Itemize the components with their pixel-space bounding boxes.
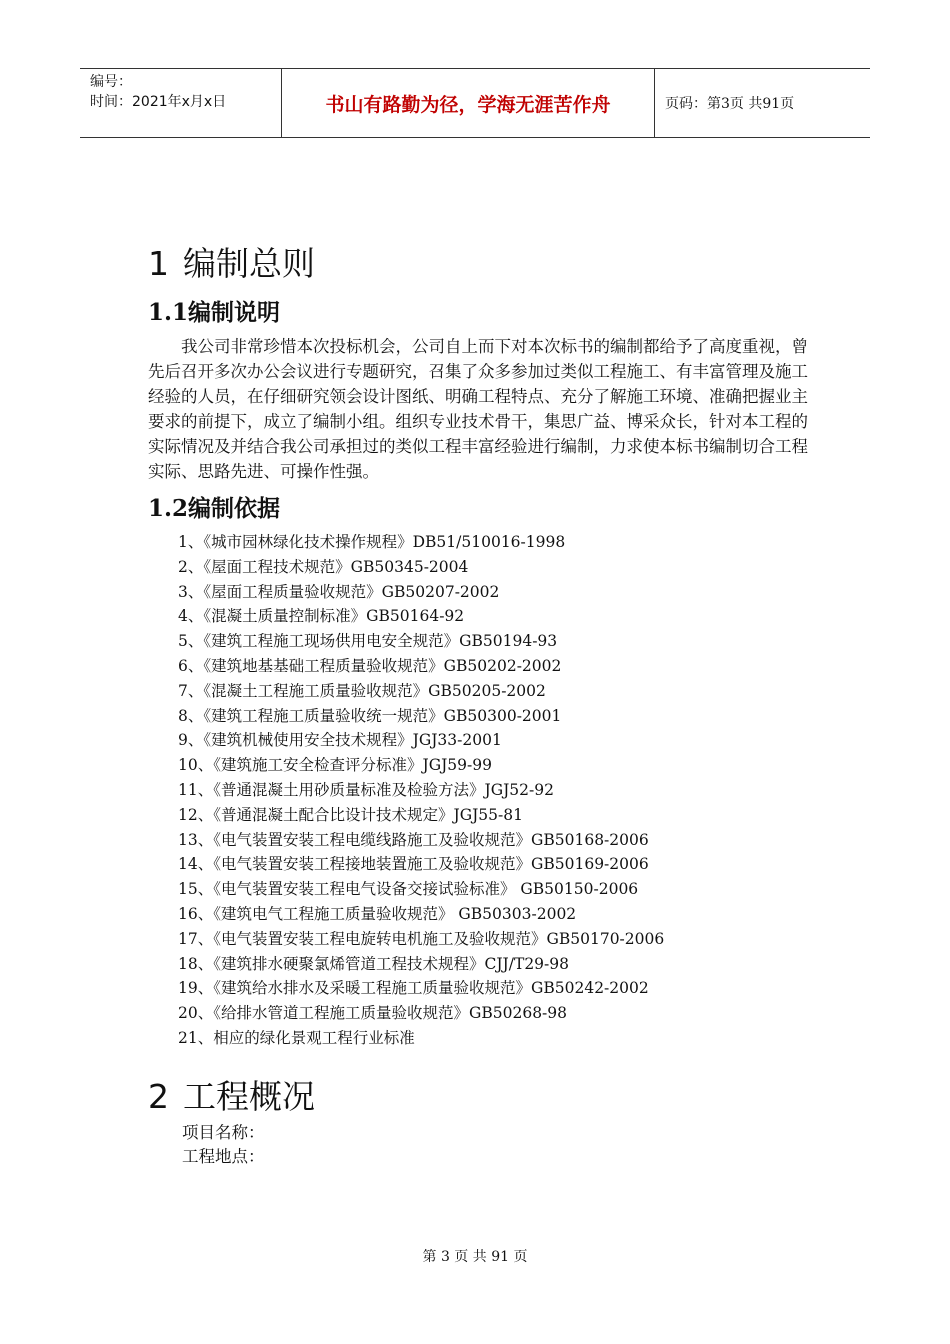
list-item: 4、《混凝土质量控制标准》GB50164-92 bbox=[178, 607, 465, 626]
header-page-label: 页码：第3页 共91页 bbox=[665, 96, 795, 112]
section-1-title: 编制总则 bbox=[183, 244, 315, 283]
section-1-heading bbox=[148, 240, 808, 288]
section-2-heading bbox=[148, 1073, 808, 1121]
section-1-2-number: 1.2 bbox=[148, 495, 189, 522]
document-body bbox=[148, 240, 808, 1169]
list-item: 6、《建筑地基基础工程质量验收规范》GB50202-2002 bbox=[178, 656, 562, 675]
list-item: 16、《建筑电气工程施工质量验收规范》 GB50303-2002 bbox=[178, 904, 577, 923]
list-item: 11、《普通混凝土用砂质量标准及检验方法》JGJ52-92 bbox=[178, 780, 554, 799]
list-item: 5、《建筑工程施工现场供用电安全规范》GB50194-93 bbox=[178, 632, 558, 651]
section-1-2-title: 编制依据 bbox=[188, 496, 281, 522]
page-footer: 第 3 页 共 91 页 bbox=[422, 1249, 528, 1265]
header-meta bbox=[80, 69, 282, 137]
section-1-2-heading bbox=[148, 492, 808, 526]
section-1-1-paragraph: 我公司非常珍惜本次投标机会，公司自上而下对本次标书的编制都给予了高度重视，曾先后召开多次办公会议进行专题研究，召集了众多参加过类似工程施工、有丰富管理及施工经验的人员，在仔细研究领会设计图纸、明确工程特点、充分了解施工环境、准确把握业主要求的前提下，成立了编制小组。组织专业技术骨干，集思广益、博采众长，针对本工程的实际情况及并结合我公司承担过的类似工程丰富经验进行编制，力求使本标书编制切合工程实际、思路先进、可操作性强。 bbox=[148, 337, 808, 481]
list-item: 14、《电气装置安装工程接地装置施工及验收规范》GB50169-2006 bbox=[178, 855, 649, 874]
list-item: 17、《电气装置安装工程电旋转电机施工及验收规范》GB50170-2006 bbox=[178, 929, 665, 948]
basis-list bbox=[148, 530, 808, 1051]
list-item: 7、《混凝土工程施工质量验收规范》GB50205-2002 bbox=[178, 681, 546, 700]
section-2-number: 2 bbox=[148, 1076, 169, 1116]
section-2-title: 工程概况 bbox=[183, 1076, 315, 1116]
list-item: 10、《建筑施工安全检查评分标准》JGJ59-99 bbox=[178, 756, 492, 775]
time-label: 时间：2021年x月x日 bbox=[90, 94, 227, 110]
list-item: 19、《建筑给水排水及采暖工程施工质量验收规范》GB50242-2002 bbox=[178, 979, 649, 998]
list-item: 20、《给排水管道工程施工质量验收规范》GB50268-98 bbox=[178, 1004, 568, 1023]
section-1-number: 1 bbox=[148, 244, 169, 283]
list-item: 18、《建筑排水硬聚氯烯管道工程技术规程》CJJ/T29-98 bbox=[178, 954, 570, 973]
list-item: 21、相应的绿化景观工程行业标准 bbox=[178, 1028, 415, 1047]
section-1-1-title: 编制说明 bbox=[188, 300, 281, 326]
list-item: 12、《普通混凝土配合比设计技术规定》JGJ55-81 bbox=[178, 805, 523, 824]
list-item: 15、《电气装置安装工程电气设备交接试验标准》 GB50150-2006 bbox=[178, 880, 639, 899]
project-name-label: 项目名称： bbox=[182, 1122, 265, 1142]
list-item: 3、《屋面工程质量验收规范》GB50207-2002 bbox=[178, 582, 500, 601]
list-item: 8、《建筑工程施工质量验收统一规范》GB50300-2001 bbox=[178, 706, 562, 725]
list-item: 13、《电气装置安装工程电缆线路施工及验收规范》GB50168-2006 bbox=[178, 830, 649, 849]
page-header bbox=[80, 68, 870, 138]
section-1-1-heading bbox=[148, 296, 808, 330]
list-item: 2、《屋面工程技术规范》GB50345-2004 bbox=[178, 557, 469, 576]
header-motto: 书山有路勤为径，学海无涯苦作舟 bbox=[282, 69, 655, 137]
list-item: 9、《建筑机械使用安全技术规程》JGJ33-2001 bbox=[178, 731, 502, 750]
project-location-label: 工程地点： bbox=[182, 1146, 265, 1166]
section-1-1-number: 1.1 bbox=[148, 299, 189, 326]
list-item: 1、《城市园林绿化技术操作规程》DB51/510016-1998 bbox=[178, 533, 566, 551]
code-label: 编号： bbox=[90, 74, 132, 90]
